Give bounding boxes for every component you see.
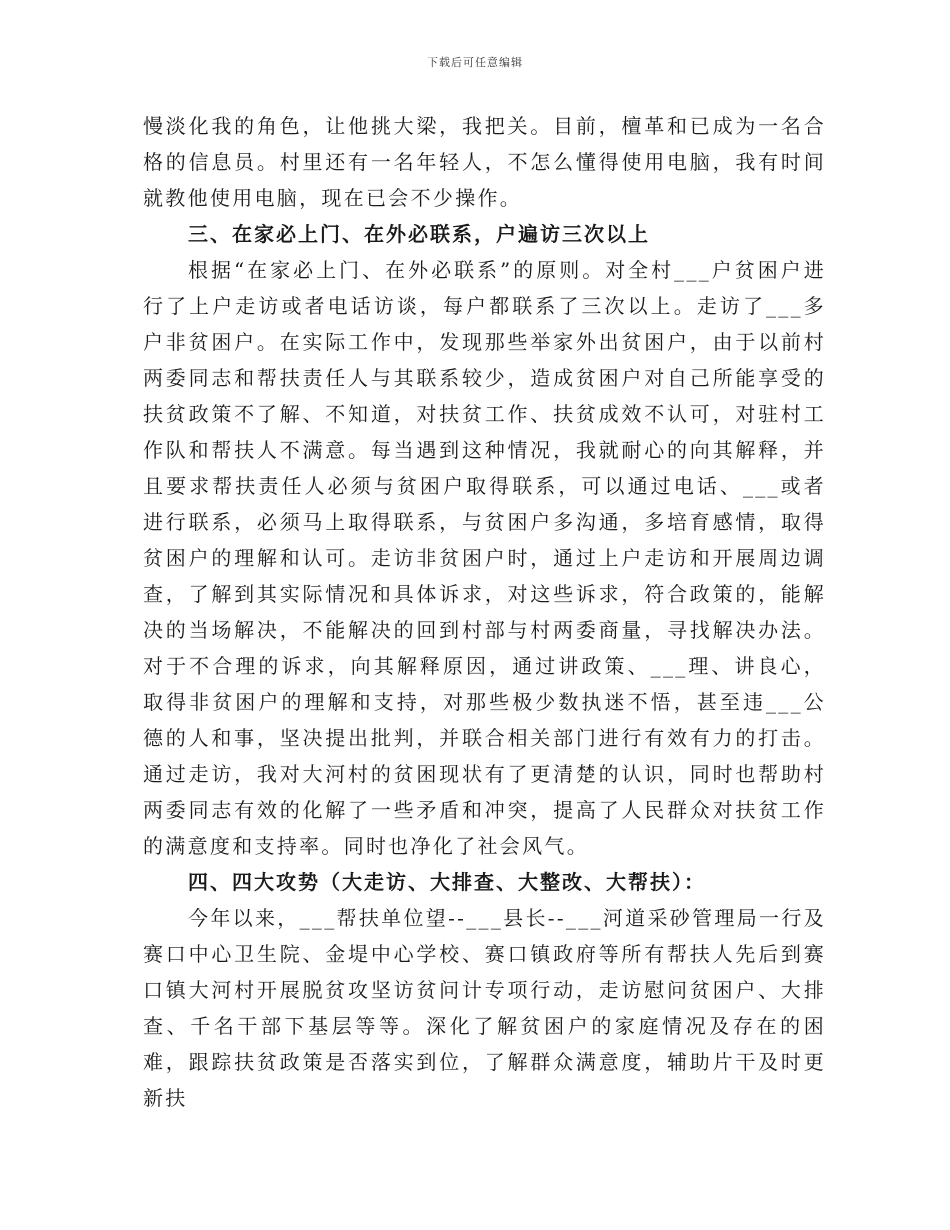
section-heading-4: 四、四大攻势（大走访、大排查、大整改、大帮扶）：	[188, 870, 706, 894]
paragraph-campaign: 今年以来，___帮扶单位望--___县长--___河道采砂管理局一行及赛口中心卫生院、金堤中心学校、赛口镇政府等所有帮扶人先后到赛口镇大河村开展脱贫攻坚访贫问计专项行动，走访慰问贫困户、大排查、千名干部下基层等等。深化了解贫困户的家庭情况及存在的困难，跟踪扶贫政策是否落实到位，了解群众满意度，辅助片干及时更新扶	[143, 906, 826, 1110]
paragraph-visits: 根据“在家必上门、在外必联系”的原则。对全村___户贫困户进行了上户走访或者电话访谈，每户都联系了三次以上。走访了___多户非贫困户。在实际工作中，发现那些举家外出贫困户，由于以前村两委同志和帮扶责任人与其联系较少，造成贫困户对自己所能享受的扶贫政策不了解、不知道，对扶贫工作、扶贫成效不认可，对驻村工作队和帮扶人不满意。每当遇到这种情况，我就耐心的向其解释，并且要求帮扶责任人必须与贫困户取得联系，可以通过电话、___或者进行联系，必须马上取得联系，与贫困户多沟通，多培育感情，取得贫困户的理解和认可。走访非贫困户时，通过上户走访和开展周边调查，了解到其实际情况和具体诉求，对这些诉求，符合政策的，能解决的当场解决，不能解决的回到村部与村两委商量，寻找解决办法。对于不合理的诉求，向其解释原因，通过讲政策、___理、讲良心，取得非贫困户的理解和支持，对那些极少数执迷不悟，甚至违___公德的人和事，坚决提出批判，并联合相关部门进行有效有力的打击。通过走访，我对大河村的贫困现状有了更清楚的认识，同时也帮助村两委同志有效的化解了一些矛盾和冲突，提高了人民群众对扶贫工作的满意度和支持率。同时也净化了社会风气。	[143, 258, 826, 858]
paragraph-continuation: 慢淡化我的角色，让他挑大梁，我把关。目前，檀革和已成为一名合格的信息员。村里还有一名年轻人，不怎么懂得使用电脑，我有时间就教他使用电脑，现在已会不少操作。	[143, 114, 826, 210]
document-body	[143, 108, 826, 1116]
section-heading-3: 三、在家必上门、在外必联系，户遍访三次以上	[188, 222, 650, 246]
header-note: 下载后可任意编辑	[427, 56, 523, 69]
